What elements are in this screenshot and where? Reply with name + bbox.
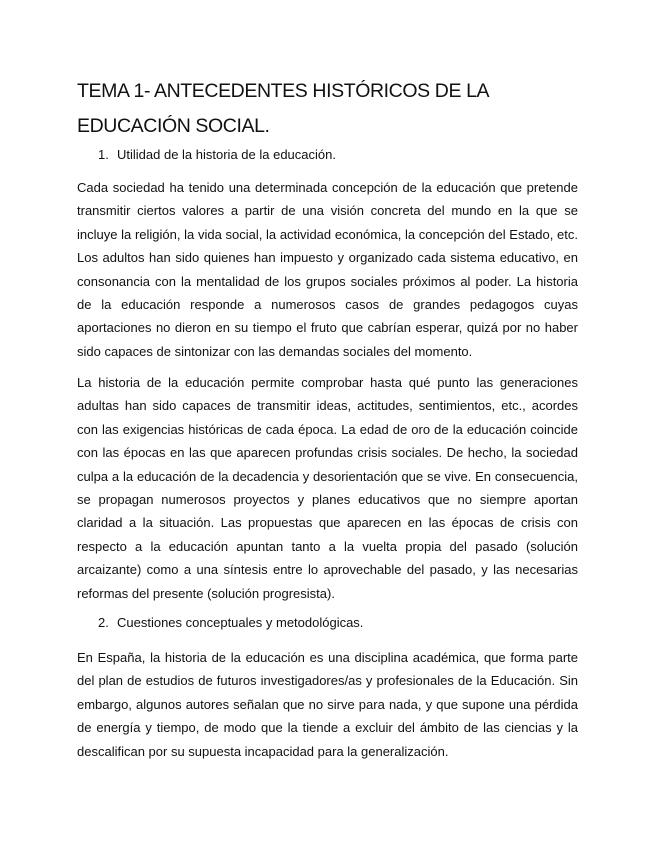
- section-heading-text: Utilidad de la historia de la educación.: [117, 147, 336, 162]
- section-number: 1.: [98, 147, 109, 162]
- paragraph: En España, la historia de la educación es una disciplina académica, que forma parte del plan de estudios de futuros investigadores/as y profesionales de la Educación. Sin embargo, algunos autores señalan que no sirve para nada, y que supone una pérdida de energía y tiempo, de modo que la tiende a excluir del ámbito de las ciencias y la descalifican por su supuesta incapacidad para la generalización.: [77, 650, 578, 759]
- section-heading-2: [98, 614, 363, 632]
- document-title: TEMA 1- ANTECEDENTES HISTÓRICOS DE LA EDUCACIÓN SOCIAL.: [77, 80, 489, 137]
- section-heading-1: [98, 146, 336, 164]
- section-number: 2.: [98, 615, 109, 630]
- paragraph: Cada sociedad ha tenido una determinada concepción de la educación que pretende transmitir ciertos valores a partir de una visión concreta del mundo en la que se incluye la religión, la vida social, la actividad económica, la concepción del Estado, etc. Los adultos han sido quienes han impuesto y organizado cada sistema educativo, en consonancia con la mentalidad de los grupos sociales próximos al poder. La historia de la educación responde a numerosos casos de grandes pedagogos cuyas aportaciones no dieron en su tiempo el fruto que cabrían esperar, quizá por no haber sido capaces de sintonizar con las demandas sociales del momento.: [77, 180, 578, 359]
- section-heading-text: Cuestiones conceptuales y metodológicas.: [117, 615, 364, 630]
- paragraph: La historia de la educación permite comprobar hasta qué punto las generaciones adultas han sido capaces de transmitir ideas, actitudes, sentimientos, etc., acordes con las exigencias históricas de cada época. La edad de oro de la educación coincide con las épocas en las que aparecen profundas crisis sociales. De hecho, la sociedad culpa a la educación de la decadencia y desorientación que se vive. En consecuencia, se propagan numerosos proyectos y planes educativos que no siempre aportan claridad a la situación. Las propuestas que aparecen en las épocas de crisis con respecto a la educación apuntan tanto a la vuelta propia del pasado (solución arcaizante) como a una síntesis entre lo aprovechable del pasado, y las necesarias reformas del presente (solución progresista).: [77, 375, 578, 601]
